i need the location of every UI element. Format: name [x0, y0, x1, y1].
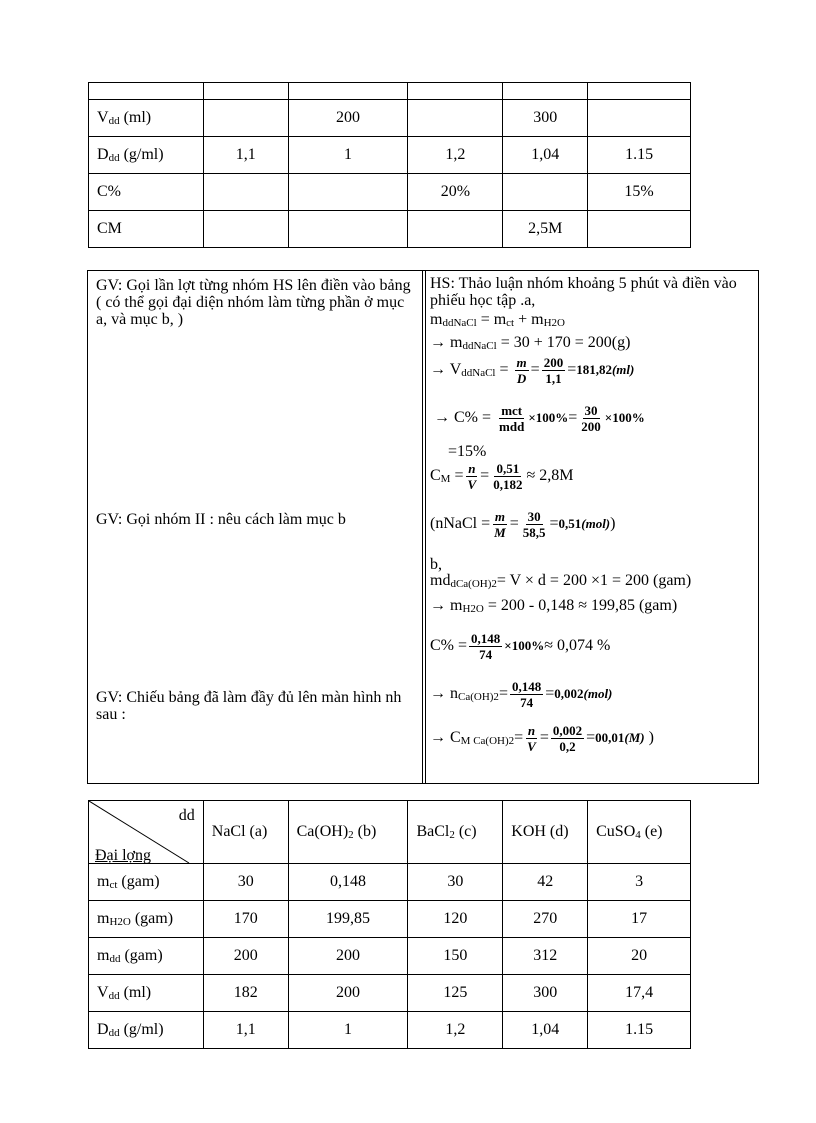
table-cell: 30: [408, 864, 503, 901]
table-cell: 1.15: [588, 1012, 691, 1049]
table-row: [89, 901, 691, 938]
corner-bottom-label: Đại lợng: [95, 847, 152, 864]
table-row: [89, 938, 691, 975]
eq-volume: → $V_{ddNaCl}$ = $\frac{m}{D}$ = $\frac{200}{1,1}$ =181,82(ml): [430, 355, 635, 386]
column-header: NaCl (a): [203, 801, 288, 864]
teacher-instruction-3: GV: Chiếu bảng đã làm đầy đủ lên màn hình nh sau :: [96, 689, 402, 723]
table-cell: [408, 211, 503, 248]
table-cell: 1,04: [503, 137, 588, 174]
table-cell: 0,148: [288, 864, 408, 901]
column-divider: [422, 271, 426, 783]
eq-percent-b: C% = $\frac{0,148}{74}$ ×100%≈ 0,074 %: [430, 631, 611, 662]
table-cell: 17,4: [588, 975, 691, 1012]
column-header: KOH (d): [503, 801, 588, 864]
table-row: [89, 174, 691, 211]
table-cell: 30: [203, 864, 288, 901]
table-row: [89, 211, 691, 248]
table-cell: 199,85: [288, 901, 408, 938]
part-b-label: b,: [430, 556, 442, 573]
table-cell: 150: [408, 938, 503, 975]
table-cell: 20: [588, 938, 691, 975]
row-label: $D_{dd}$ (g/ml): [89, 1012, 204, 1049]
eq-mass-solution: $m_{ddNaCl} = m_{ct} + m_{H2O}$: [430, 311, 565, 329]
table-cell: [203, 211, 288, 248]
table-row: [89, 137, 691, 174]
table-cell: 200: [288, 938, 408, 975]
eq-percent-result: =15%: [448, 443, 487, 460]
table-cell: 3: [588, 864, 691, 901]
row-label: CM: [89, 211, 204, 248]
column-header: CuSO$_4$ (e): [588, 801, 691, 864]
corner-top-label: dd: [178, 807, 195, 824]
table-cell: 1,2: [408, 1012, 503, 1049]
table-cell: 1,1: [203, 1012, 288, 1049]
table-cell: 17: [588, 901, 691, 938]
eq-moles-caoh2: → $n_{Ca(OH)2}=$ $\frac{0,148}{74}$ =0,002(mol): [430, 679, 613, 710]
table-cell: 1,04: [503, 1012, 588, 1049]
table-cell: [288, 174, 408, 211]
table-cell: [288, 211, 408, 248]
table-cell: 1.15: [588, 137, 691, 174]
table-cell: [588, 100, 691, 137]
table-cell: 312: [503, 938, 588, 975]
eq-moles-nacl: (nNaCl = $\frac{m}{M}$ = $\frac{30}{58,5}$ =0,51(mol)): [430, 509, 616, 540]
eq-mass-result: → $m_{ddNaCl} = 30 + 170 = 200(g)$: [430, 334, 631, 352]
table-cell: 125: [408, 975, 503, 1012]
eq-mass-caoh2: $md_{dCa(OH)2}= V \times d = 200 \times 1 = 200$ (gam): [430, 572, 692, 590]
table-cell: 120: [408, 901, 503, 938]
table-cell: 300: [503, 100, 588, 137]
concentration-table-top: [88, 82, 691, 248]
table-cell: [203, 100, 288, 137]
table-cell: [588, 211, 691, 248]
column-header: $Ca(OH)_2$ (b): [288, 801, 408, 864]
student-intro: HS: Thảo luận nhóm khoảng 5 phút và điền vào phiếu học tập .a,: [430, 275, 737, 309]
table-cell: 15%: [588, 174, 691, 211]
table-row: [89, 83, 691, 100]
table-cell: [408, 100, 503, 137]
row-label: $V_{dd}$ (ml): [89, 975, 204, 1012]
row-label: $V_{dd}$ (ml): [89, 100, 204, 137]
table-cell: 42: [503, 864, 588, 901]
table-row: [89, 1012, 691, 1049]
table-row: [89, 100, 691, 137]
row-label: $m_{ct}$ (gam): [89, 864, 204, 901]
eq-molarity-caoh2: → $C_{M Ca(OH)2}=$ $\frac{n}{V}$ = $\frac{0,002}{0,2}$ =00,01(M) ): [430, 723, 654, 754]
activity-box: [87, 270, 759, 784]
table-cell: 270: [503, 901, 588, 938]
table-cell: 1: [288, 137, 408, 174]
table-cell: 200: [288, 100, 408, 137]
table-header-row: [89, 801, 691, 864]
table-cell: 200: [288, 975, 408, 1012]
row-label: C%: [89, 174, 204, 211]
row-label: $m_{H2O}$ (gam): [89, 901, 204, 938]
table-cell: 182: [203, 975, 288, 1012]
row-label: $D_{dd}$ (g/ml): [89, 137, 204, 174]
table-cell: 170: [203, 901, 288, 938]
column-header: BaCl$_2$ (c): [408, 801, 503, 864]
eq-mass-water: → $m_{H2O} = 200 - 0,148 \approx 199,85$ (gam): [430, 597, 678, 615]
summary-table: [88, 800, 691, 1049]
table-cell: 200: [203, 938, 288, 975]
table-row: [89, 864, 691, 901]
table-cell: 20%: [408, 174, 503, 211]
table-row: [89, 975, 691, 1012]
table-cell: 1,1: [203, 137, 288, 174]
table-cell: 2,5M: [503, 211, 588, 248]
table-cell: 1: [288, 1012, 408, 1049]
table-cell: [503, 174, 588, 211]
table-cell: 300: [503, 975, 588, 1012]
table-cell: [203, 174, 288, 211]
row-label: $m_{dd}$ (gam): [89, 938, 204, 975]
teacher-instruction-1: GV: Gọi lần lợt từng nhóm HS lên điền vào bảng ( có thể gọi đại diện nhóm làm từng phần ở mục a, và mục b, ): [96, 277, 411, 328]
teacher-instruction-2: GV: Gọi nhóm II : nêu cách làm mục b: [96, 511, 346, 528]
table-cell: 1,2: [408, 137, 503, 174]
eq-percent: → C% = $\frac{\text{mct}}{\text{mdd}}$ ×100%= $\frac{30}{200}$ ×100%: [434, 403, 645, 434]
corner-cell: [89, 801, 204, 864]
eq-molarity: $C_M$ = $\frac{n}{V}$ = $\frac{0,51}{0,182}$ ≈ 2,8M: [430, 461, 574, 492]
